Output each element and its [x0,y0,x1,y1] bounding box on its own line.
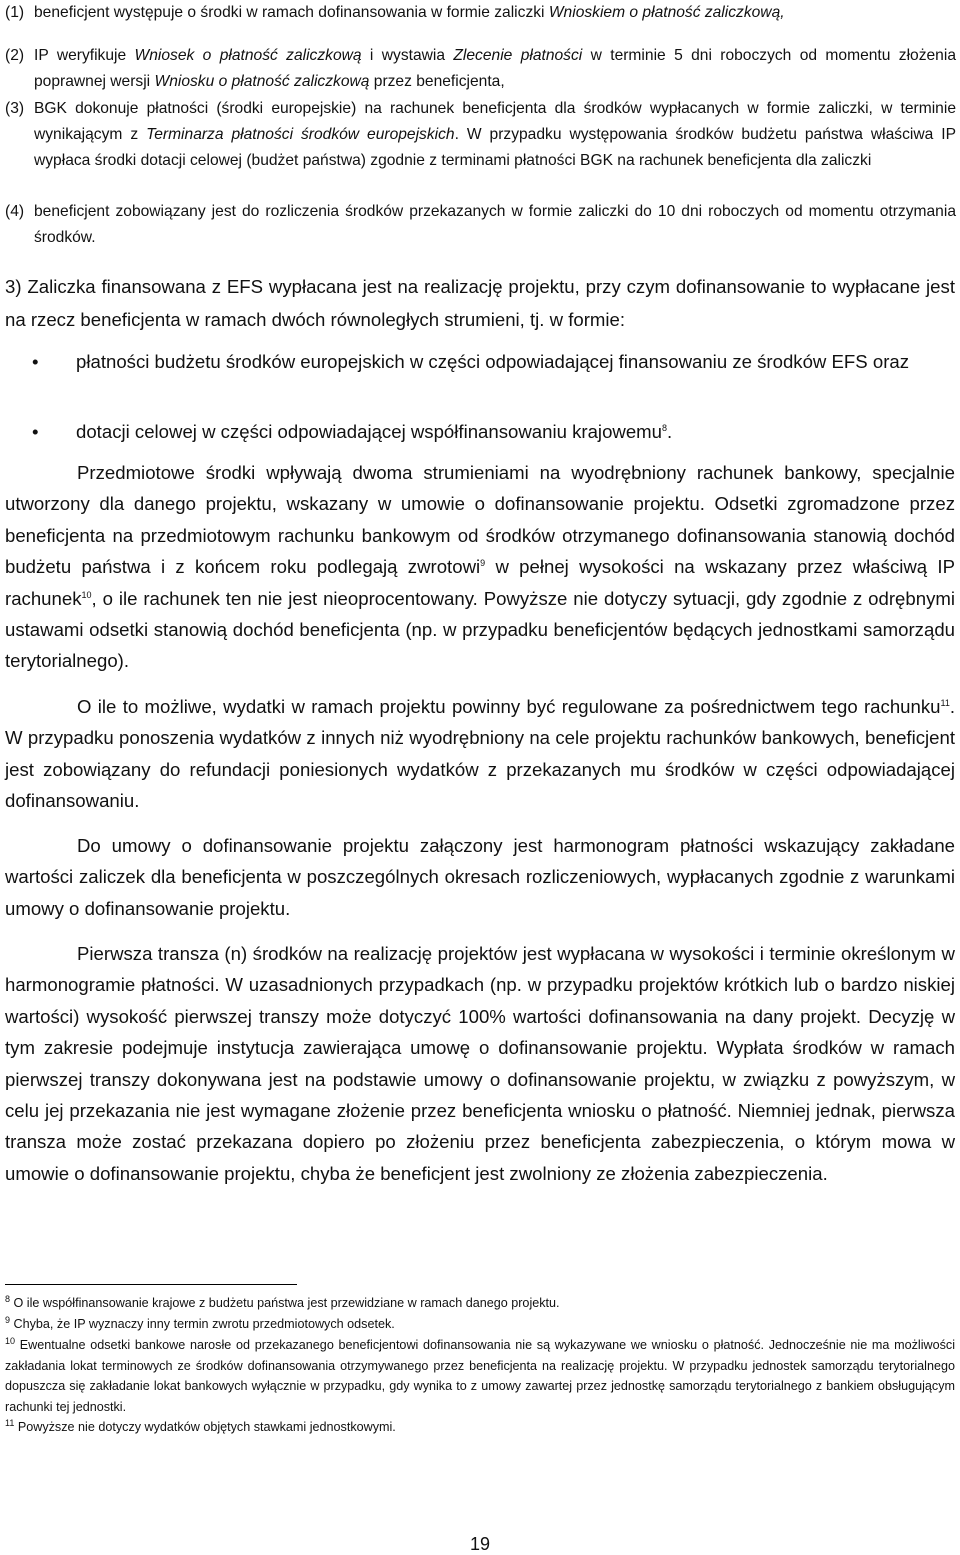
bullet-icon: • [32,351,39,372]
paragraph: Przedmiotowe środki wpływają dwoma strumieniami na wyodrębniony rachunek bankowy, specjalnie utworzony dla danego projektu, wskazany w umowie o dofinansowanie projektu. Odsetki zgromadzone przez beneficjenta na przedmiotowym rachunku bankowym od środków otrzymanego dofinansowania stanowią dochód budżetu państwa i z końcem roku podlegają zwrotowi$^9$ w pełnej wysokości na wskazany przez właściwą IP rachunek$^{10}$, o ile rachunek ten nie jest nieoprocentowany. Powyższe nie dotyczy sytuacji, gdy zgodnie z odrębnymi ustawami odsetki stanowią dochód beneficjenta (np. w przypadku beneficjentów będących jednostkami samorządu terytorialnego). [5,462,956,672]
footnote-number: 9 [5,1314,11,1325]
bullet-icon: • [32,421,39,442]
list-item [0,96,960,200]
list-text: beneficjent występuje o środki w ramach dofinansowania w formie zaliczki Wnioskiem o płatność zaliczkową, [34,4,785,21]
section-3-paragraph: 3) Zaliczka finansowana z EFS wypłacana jest na realizację projektu, przy czym dofinansowanie to wypłacane jest na rzecz beneficjenta w ramach dwóch równoległych strumieni, tj. w formie: [5,276,955,330]
list-number: (2) [5,47,25,64]
list-text: BGK dokonuje płatności (środki europejskie) na rachunek beneficjenta dla środków wypłacanych w formie zaliczki, w terminie wynikającym z Terminarza płatności środków europejskich. W przypadku występowania środków budżetu państwa właściwa IP wypłaca środki dotacji celowej (budżet państwa) zgodnie z terminami płatności BGK na rachunek beneficjenta dla zaliczki [34,100,956,169]
footnote-number: 8 [5,1293,11,1304]
footnote-number: 10 [5,1335,16,1346]
page-number: 19 [469,1534,491,1554]
list-text: IP weryfikuje Wniosek o płatność zaliczkową i wystawia Zlecenie płatności w terminie 5 dni roboczych od momentu złożenia poprawnej wersji Wniosku o płatność zaliczkową przez beneficjenta, [34,47,956,90]
footnote: $^{10}$ Ewentualne odsetki bankowe narosłe od przekazanego beneficjentowi dofinansowania nie są wykazywane we wniosku o płatność. Jednocześnie nie ma możliwości zakładania lokat terminowych ze środków dofinansowania otrzymywanego przez beneficjenta na realizację projektu. W przypadku jednostek samorządu terytorialnego dopuszcza się zakładanie lokat bankowych wyłącznie w przypadku, gdy wynika to z umowy zawartej przez jednostkę samorządu terytorialnego z bankiem obsługującym rachunki tej jednostki. [5,1335,956,1414]
list-number: (4) [5,203,25,220]
footnote-ref: 9 [480,558,486,569]
list-text: beneficjent zobowiązany jest do rozliczenia środków przekazanych w formie zaliczki do 10 dni roboczych od momentu otrzymania środków. [34,203,956,246]
footnote-ref: 10 [81,589,92,600]
list-number: (3) [5,100,25,117]
footnote-number: 11 [5,1417,15,1428]
paragraph: Pierwsza transza (n) środków na realizację projektów jest wypłacana w wysokości i terminie określonym w harmonogramie płatności. W uzasadnionych przypadkach (np. w przypadku projektów krótkich lub o bardzo niskiej wartości) wysokość pierwszej transzy może dotyczyć 100% wartości dofinansowania na dany projekt. Decyzję w tym zakresie podejmuje instytucja zawierająca umowę o dofinansowanie projektu. Wypłata środków w ramach pierwszej transzy dokonywana jest na podstawie umowy o dofinansowanie projektu, w związku z powyższym, w celu jej przekazania nie jest wymagane złożenie przez beneficjenta wniosku o płatność. Niemniej jednak, pierwsza transza może zostać przekazana dopiero po złożeniu przez beneficjenta zabezpieczenia, o którym mowa w umowie o dofinansowanie projektu, chyba że beneficjent jest zwolniony ze złożenia zabezpieczenia. [5,943,955,1184]
list-number: (1) [5,4,25,21]
footnote: $^8$ O ile współfinansowanie krajowe z budżetu państwa jest przewidziane w ramach danego projektu. [5,1293,560,1310]
bullet-text: płatności budżetu środków europejskich w części odpowiadającej finansowaniu ze środków EFS oraz [76,351,910,372]
footnote-ref: 11 [940,697,950,708]
list-item [0,43,960,95]
list-item [0,199,960,251]
paragraph: Do umowy o dofinansowanie projektu załączony jest harmonogram płatności wskazujący zakładane wartości zaliczek dla beneficjenta w poszczególnych okresach rozliczeniowych, wypłacanych zgodnie z warunkami umowy o dofinansowanie projektu. [5,835,955,919]
footnote: $^9$ Chyba, że IP wyznaczy inny termin zwrotu przedmiotowych odsetek. [5,1314,395,1331]
bullet-text: dotacji celowej w części odpowiadającej współfinansowaniu krajowemu$^8$. [76,421,673,442]
footnote: $^{11}$ Powyższe nie dotyczy wydatków objętych stawkami jednostkowymi. [5,1417,396,1434]
paragraph: O ile to możliwe, wydatki w ramach projektu powinny być regulowane za pośrednictwem tego rachunku$^{11}$. W przypadku ponoszenia wydatków z innych niż wyodrębniony na cele projektu rachunków bankowych, beneficjent jest zobowiązany do refundacji poniesionych wydatków z przekazanych mu środków w części odpowiadającej dofinansowaniu. [5,696,955,812]
footnote-separator [5,1284,297,1285]
footnote-ref: 8 [662,422,668,433]
